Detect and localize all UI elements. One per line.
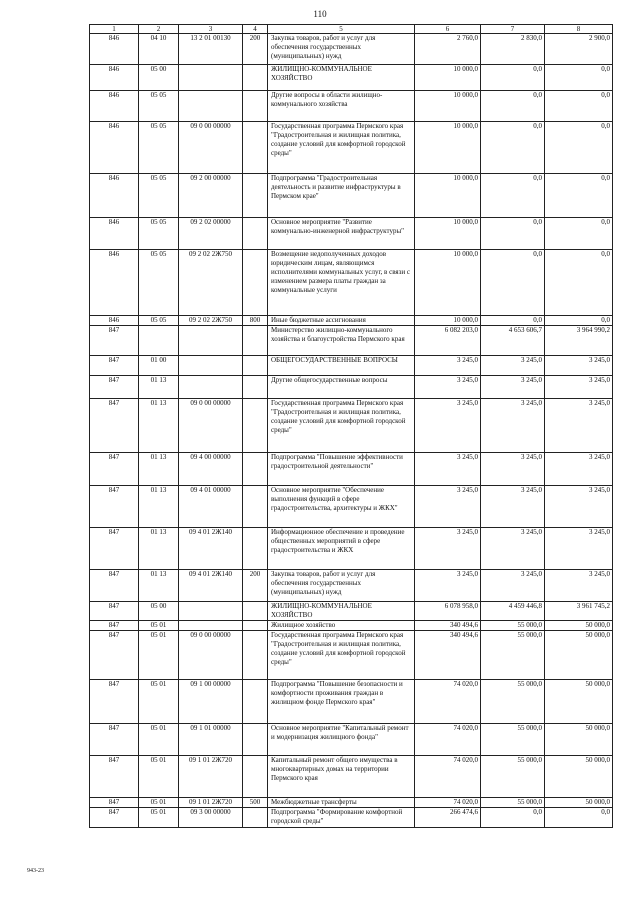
cell-expense-type <box>243 621 268 631</box>
cell-expense-type <box>243 528 268 570</box>
cell-section-code: 01 00 <box>139 356 179 376</box>
cell-amount-year1: 74 020,0 <box>415 798 481 808</box>
cell-amount-year1: 3 245,0 <box>415 528 481 570</box>
cell-target-article: 09 0 00 00000 <box>179 631 243 680</box>
column-header: 7 <box>481 25 545 34</box>
cell-section-code: 01 13 <box>139 453 179 486</box>
cell-section-code: 05 05 <box>139 316 179 326</box>
cell-amount-year3: 50 000,0 <box>545 680 613 724</box>
cell-description: Подпрограмма "Повышение безопасности и комфортности проживания граждан в жилищном фонде Пермского края" <box>268 680 415 724</box>
cell-amount-year1: 10 000,0 <box>415 91 481 122</box>
cell-amount-year1: 340 494,6 <box>415 621 481 631</box>
cell-amount-year3: 50 000,0 <box>545 631 613 680</box>
cell-description: Закупка товаров, работ и услуг для обеспечения государственных (муниципальных) нужд <box>268 570 415 602</box>
cell-ministry-code: 847 <box>90 631 139 680</box>
cell-target-article <box>179 65 243 91</box>
cell-expense-type <box>243 724 268 756</box>
cell-expense-type: 200 <box>243 570 268 602</box>
column-header: 1 <box>90 25 139 34</box>
cell-description: Другие общегосударственные вопросы <box>268 376 415 399</box>
cell-ministry-code: 846 <box>90 174 139 218</box>
cell-section-code: 05 00 <box>139 65 179 91</box>
cell-target-article: 09 2 02 2Ж750 <box>179 250 243 316</box>
cell-expense-type <box>243 399 268 453</box>
cell-amount-year3: 3 245,0 <box>545 356 613 376</box>
cell-amount-year1: 74 020,0 <box>415 756 481 798</box>
cell-description: Другие вопросы в области жилищно-коммунального хозяйства <box>268 91 415 122</box>
cell-expense-type: 800 <box>243 316 268 326</box>
cell-amount-year2: 0,0 <box>481 91 545 122</box>
cell-description: Подпрограмма "Повышение эффективности градостроительной деятельности" <box>268 453 415 486</box>
cell-expense-type <box>243 91 268 122</box>
table-row <box>90 376 613 399</box>
cell-target-article: 09 0 00 00000 <box>179 399 243 453</box>
table-row <box>90 680 613 724</box>
cell-amount-year3: 3 964 990,2 <box>545 326 613 356</box>
cell-ministry-code: 847 <box>90 724 139 756</box>
cell-target-article: 09 4 01 2Ж140 <box>179 528 243 570</box>
cell-section-code: 05 05 <box>139 122 179 174</box>
cell-expense-type: 500 <box>243 798 268 808</box>
cell-amount-year1: 2 760,0 <box>415 34 481 65</box>
cell-expense-type <box>243 631 268 680</box>
table-row <box>90 91 613 122</box>
column-header: 6 <box>415 25 481 34</box>
cell-ministry-code: 846 <box>90 91 139 122</box>
cell-description: ЖИЛИЩНО-КОММУНАЛЬНОЕ ХОЗЯЙСТВО <box>268 602 415 621</box>
cell-section-code: 05 01 <box>139 680 179 724</box>
cell-amount-year1: 10 000,0 <box>415 218 481 250</box>
cell-amount-year1: 3 245,0 <box>415 356 481 376</box>
column-header: 3 <box>179 25 243 34</box>
cell-amount-year1: 6 082 203,0 <box>415 326 481 356</box>
cell-expense-type <box>243 122 268 174</box>
cell-amount-year2: 55 000,0 <box>481 798 545 808</box>
cell-target-article: 09 2 00 00000 <box>179 174 243 218</box>
column-header: 8 <box>545 25 613 34</box>
cell-description: Основное мероприятие "Обеспечение выполнения функций в сфере градостроительства, архитектуры и ЖКХ" <box>268 486 415 528</box>
cell-section-code: 05 01 <box>139 808 179 828</box>
cell-amount-year3: 3 245,0 <box>545 399 613 453</box>
cell-description: Иные бюджетные ассигнования <box>268 316 415 326</box>
cell-ministry-code: 847 <box>90 798 139 808</box>
table-row <box>90 65 613 91</box>
cell-amount-year2: 3 245,0 <box>481 528 545 570</box>
column-header: 5 <box>268 25 415 34</box>
cell-amount-year2: 55 000,0 <box>481 631 545 680</box>
cell-amount-year3: 50 000,0 <box>545 724 613 756</box>
cell-section-code: 05 01 <box>139 631 179 680</box>
cell-amount-year1: 10 000,0 <box>415 174 481 218</box>
cell-amount-year1: 6 078 958,0 <box>415 602 481 621</box>
cell-target-article <box>179 602 243 621</box>
cell-target-article: 09 1 01 00000 <box>179 724 243 756</box>
cell-amount-year3: 0,0 <box>545 91 613 122</box>
cell-target-article <box>179 356 243 376</box>
column-header: 4 <box>243 25 268 34</box>
cell-target-article <box>179 326 243 356</box>
cell-amount-year2: 55 000,0 <box>481 724 545 756</box>
cell-description: Подпрограмма "Формирование комфортной городской среды" <box>268 808 415 828</box>
cell-expense-type <box>243 356 268 376</box>
cell-description: Министерство жилищно-коммунального хозяйства и благоустройства Пермского края <box>268 326 415 356</box>
table-row <box>90 724 613 756</box>
cell-amount-year1: 3 245,0 <box>415 376 481 399</box>
cell-ministry-code: 846 <box>90 34 139 65</box>
cell-ministry-code: 847 <box>90 680 139 724</box>
cell-amount-year1: 10 000,0 <box>415 65 481 91</box>
cell-amount-year2: 3 245,0 <box>481 453 545 486</box>
budget-table <box>89 24 613 828</box>
cell-section-code <box>139 326 179 356</box>
cell-amount-year3: 3 245,0 <box>545 528 613 570</box>
cell-ministry-code: 846 <box>90 218 139 250</box>
cell-ministry-code: 846 <box>90 122 139 174</box>
cell-amount-year2: 55 000,0 <box>481 756 545 798</box>
cell-ministry-code: 847 <box>90 356 139 376</box>
cell-amount-year2: 4 459 446,8 <box>481 602 545 621</box>
cell-expense-type <box>243 680 268 724</box>
cell-amount-year2: 0,0 <box>481 218 545 250</box>
cell-amount-year3: 2 900,0 <box>545 34 613 65</box>
cell-amount-year3: 0,0 <box>545 65 613 91</box>
cell-description: Подпрограмма "Градостроительная деятельность и развитие инфраструктуры в Пермском крае" <box>268 174 415 218</box>
cell-amount-year1: 3 245,0 <box>415 399 481 453</box>
cell-amount-year2: 3 245,0 <box>481 376 545 399</box>
cell-ministry-code: 846 <box>90 316 139 326</box>
cell-ministry-code: 847 <box>90 399 139 453</box>
cell-amount-year3: 0,0 <box>545 316 613 326</box>
cell-amount-year3: 3 961 745,2 <box>545 602 613 621</box>
cell-amount-year2: 3 245,0 <box>481 356 545 376</box>
table-row <box>90 34 613 65</box>
table-row <box>90 570 613 602</box>
cell-description: Возмещение недополученных доходов юридическим лицам, являющимся исполнителями коммунальных услуг, в связи с изменением размера платы граждан за коммунальные услуги <box>268 250 415 316</box>
cell-target-article <box>179 91 243 122</box>
cell-expense-type <box>243 326 268 356</box>
cell-amount-year2: 3 245,0 <box>481 570 545 602</box>
cell-amount-year2: 55 000,0 <box>481 680 545 724</box>
cell-ministry-code: 847 <box>90 756 139 798</box>
table-row <box>90 122 613 174</box>
cell-section-code: 05 01 <box>139 621 179 631</box>
cell-ministry-code: 847 <box>90 453 139 486</box>
cell-amount-year1: 340 494,6 <box>415 631 481 680</box>
cell-target-article: 09 2 02 00000 <box>179 218 243 250</box>
cell-ministry-code: 847 <box>90 621 139 631</box>
table-row <box>90 486 613 528</box>
cell-amount-year3: 0,0 <box>545 250 613 316</box>
cell-description: Капитальный ремонт общего имущества в многоквартирных домах на территории Пермского края <box>268 756 415 798</box>
table-row <box>90 631 613 680</box>
cell-description: Государственная программа Пермского края "Градостроительная и жилищная политика, создание условий для комфортной городской среды" <box>268 631 415 680</box>
cell-target-article <box>179 621 243 631</box>
cell-amount-year3: 50 000,0 <box>545 798 613 808</box>
cell-amount-year2: 55 000,0 <box>481 621 545 631</box>
cell-target-article: 09 1 00 00000 <box>179 680 243 724</box>
cell-section-code: 01 13 <box>139 376 179 399</box>
cell-ministry-code: 847 <box>90 326 139 356</box>
table-row <box>90 453 613 486</box>
cell-section-code: 05 01 <box>139 724 179 756</box>
cell-section-code: 05 05 <box>139 174 179 218</box>
cell-amount-year3: 0,0 <box>545 808 613 828</box>
cell-target-article: 09 4 01 2Ж140 <box>179 570 243 602</box>
cell-description: Государственная программа Пермского края "Градостроительная и жилищная политика, создание условий для комфортной городской среды" <box>268 399 415 453</box>
cell-expense-type <box>243 602 268 621</box>
cell-description: Жилищное хозяйство <box>268 621 415 631</box>
cell-amount-year2: 0,0 <box>481 122 545 174</box>
table-row <box>90 756 613 798</box>
cell-target-article: 09 4 01 00000 <box>179 486 243 528</box>
cell-amount-year3: 3 245,0 <box>545 486 613 528</box>
table-row <box>90 218 613 250</box>
cell-expense-type <box>243 376 268 399</box>
cell-target-article: 09 4 00 00000 <box>179 453 243 486</box>
cell-description: Межбюджетные трансферты <box>268 798 415 808</box>
cell-description: Информационное обеспечение и проведение общественных мероприятий в сфере градостроительства и ЖКХ <box>268 528 415 570</box>
cell-target-article: 09 1 01 2Ж720 <box>179 756 243 798</box>
cell-ministry-code: 847 <box>90 376 139 399</box>
cell-expense-type <box>243 250 268 316</box>
cell-section-code: 01 13 <box>139 486 179 528</box>
cell-amount-year2: 0,0 <box>481 174 545 218</box>
cell-description: Закупка товаров, работ и услуг для обеспечения государственных (муниципальных) нужд <box>268 34 415 65</box>
cell-target-article: 09 1 01 2Ж720 <box>179 798 243 808</box>
table-row <box>90 399 613 453</box>
cell-section-code: 05 05 <box>139 91 179 122</box>
table-row <box>90 250 613 316</box>
cell-ministry-code: 846 <box>90 65 139 91</box>
cell-amount-year2: 0,0 <box>481 65 545 91</box>
table-row <box>90 621 613 631</box>
cell-description: Государственная программа Пермского края "Градостроительная и жилищная политика, создание условий для комфортной городской среды" <box>268 122 415 174</box>
cell-section-code: 05 01 <box>139 756 179 798</box>
table-row <box>90 316 613 326</box>
cell-target-article: 09 2 02 2Ж750 <box>179 316 243 326</box>
cell-section-code: 01 13 <box>139 399 179 453</box>
table-row <box>90 174 613 218</box>
cell-section-code: 05 00 <box>139 602 179 621</box>
cell-target-article <box>179 376 243 399</box>
cell-expense-type <box>243 486 268 528</box>
cell-expense-type <box>243 65 268 91</box>
cell-section-code: 01 13 <box>139 528 179 570</box>
cell-ministry-code: 847 <box>90 486 139 528</box>
cell-expense-type <box>243 808 268 828</box>
cell-amount-year2: 0,0 <box>481 250 545 316</box>
cell-amount-year1: 3 245,0 <box>415 453 481 486</box>
cell-ministry-code: 846 <box>90 250 139 316</box>
cell-amount-year1: 10 000,0 <box>415 316 481 326</box>
cell-section-code: 01 13 <box>139 570 179 602</box>
cell-amount-year2: 2 830,0 <box>481 34 545 65</box>
cell-amount-year1: 10 000,0 <box>415 250 481 316</box>
cell-amount-year1: 74 020,0 <box>415 680 481 724</box>
table-row <box>90 602 613 621</box>
cell-section-code: 05 05 <box>139 250 179 316</box>
cell-section-code: 04 10 <box>139 34 179 65</box>
cell-amount-year3: 0,0 <box>545 218 613 250</box>
cell-amount-year3: 50 000,0 <box>545 756 613 798</box>
cell-target-article: 13 2 01 00130 <box>179 34 243 65</box>
cell-amount-year3: 3 245,0 <box>545 453 613 486</box>
page-number: 110 <box>313 9 327 19</box>
column-header: 2 <box>139 25 179 34</box>
footer-document-code: 943-23 <box>27 868 44 874</box>
table-row <box>90 808 613 828</box>
cell-target-article: 09 0 00 00000 <box>179 122 243 174</box>
cell-ministry-code: 847 <box>90 602 139 621</box>
cell-ministry-code: 847 <box>90 570 139 602</box>
cell-target-article: 09 3 00 00000 <box>179 808 243 828</box>
cell-amount-year3: 0,0 <box>545 122 613 174</box>
cell-ministry-code: 847 <box>90 808 139 828</box>
cell-amount-year2: 0,0 <box>481 808 545 828</box>
cell-amount-year3: 0,0 <box>545 174 613 218</box>
cell-amount-year1: 10 000,0 <box>415 122 481 174</box>
cell-amount-year3: 3 245,0 <box>545 376 613 399</box>
cell-expense-type <box>243 218 268 250</box>
cell-expense-type <box>243 453 268 486</box>
cell-amount-year2: 3 245,0 <box>481 486 545 528</box>
cell-amount-year1: 74 020,0 <box>415 724 481 756</box>
table-row <box>90 326 613 356</box>
cell-amount-year1: 266 474,6 <box>415 808 481 828</box>
cell-amount-year2: 4 653 606,7 <box>481 326 545 356</box>
cell-amount-year3: 3 245,0 <box>545 570 613 602</box>
table-row <box>90 528 613 570</box>
cell-description: Основное мероприятие "Капитальный ремонт и модернизация жилищного фонда" <box>268 724 415 756</box>
cell-expense-type <box>243 756 268 798</box>
cell-amount-year1: 3 245,0 <box>415 570 481 602</box>
cell-amount-year1: 3 245,0 <box>415 486 481 528</box>
cell-section-code: 05 05 <box>139 218 179 250</box>
cell-description: Основное мероприятие "Развитие коммунально-инженерной инфраструктуры" <box>268 218 415 250</box>
cell-expense-type <box>243 174 268 218</box>
table-row <box>90 798 613 808</box>
cell-amount-year2: 0,0 <box>481 316 545 326</box>
cell-amount-year3: 50 000,0 <box>545 621 613 631</box>
cell-amount-year2: 3 245,0 <box>481 399 545 453</box>
column-number-row <box>90 25 613 34</box>
cell-expense-type: 200 <box>243 34 268 65</box>
cell-description: ЖИЛИЩНО-КОММУНАЛЬНОЕ ХОЗЯЙСТВО <box>268 65 415 91</box>
cell-section-code: 05 01 <box>139 798 179 808</box>
cell-description: ОБЩЕГОСУДАРСТВЕННЫЕ ВОПРОСЫ <box>268 356 415 376</box>
table-row <box>90 356 613 376</box>
cell-ministry-code: 847 <box>90 528 139 570</box>
